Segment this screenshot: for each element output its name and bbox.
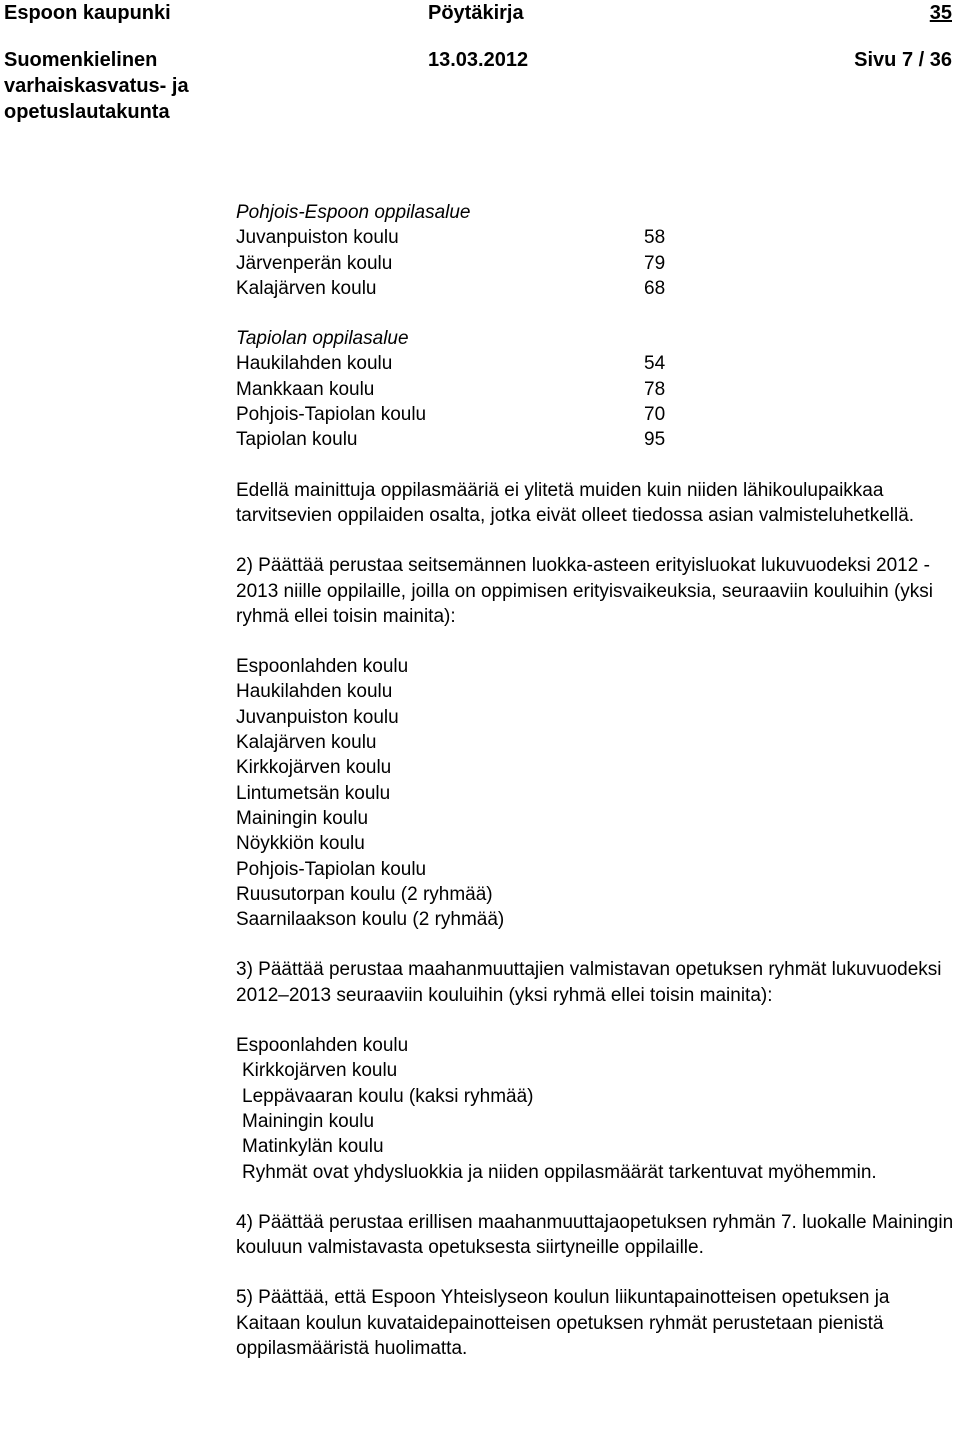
decision-3-school-list <box>236 1033 956 1185</box>
header-page-number: Sivu 7 / 36 <box>854 49 952 71</box>
student-count: 79 <box>644 252 666 274</box>
decision-3-text: 3) Päättää perustaa maahanmuuttajien valmistavan opetuksen ryhmät lukuvuodeksi 2012–2013 seuraaviin kouluihin (yksi ryhmä ellei toisin mainita): <box>236 959 942 1006</box>
school-name: Tapiolan koulu <box>236 429 358 451</box>
list-item: Pohjois-Tapiolan koulu <box>236 858 427 880</box>
list-item: Saarnilaakson koulu (2 ryhmää) <box>236 909 505 931</box>
header-committee: Suomenkielinen varhaiskasvatus- ja opetuslautakunta <box>4 49 189 123</box>
table-row <box>236 225 956 250</box>
list-item: Mainingin koulu <box>242 1110 375 1132</box>
school-name: Haukilahden koulu <box>236 353 393 375</box>
table-row <box>236 377 956 402</box>
area-tapiola <box>236 326 956 452</box>
list-item: Kirkkojärven koulu <box>236 757 392 779</box>
list-item: Juvanpuiston koulu <box>236 706 399 728</box>
list-item: Haukilahden koulu <box>236 681 393 703</box>
school-name: Juvanpuiston koulu <box>236 227 399 249</box>
decision-3-note <box>236 1160 956 1185</box>
school-name: Mankkaan koulu <box>236 378 375 400</box>
limit-note: Edellä mainittuja oppilasmääriä ei ylitetä muiden kuin niiden lähikoulupaikkaa tarvitsevien oppilaiden osalta, jotka eivät olleet tiedossa asian valmisteluhetkellä. <box>236 479 915 526</box>
document-body <box>236 200 956 1386</box>
table-row <box>236 427 956 452</box>
header-document-type: Pöytäkirja <box>428 2 524 24</box>
list-item: Lintumetsän koulu <box>236 782 391 804</box>
list-item: Kalajärven koulu <box>236 732 377 754</box>
list-item: Mainingin koulu <box>236 807 369 829</box>
header-document-number: 35 <box>929 2 952 24</box>
student-count: 68 <box>644 277 666 299</box>
table-row <box>236 402 956 427</box>
area-north-espoo <box>236 200 956 301</box>
header-date: 13.03.2012 <box>428 49 529 71</box>
table-row <box>236 251 956 276</box>
list-item: Leppävaaran koulu (kaksi ryhmää) <box>242 1085 534 1107</box>
table-row <box>236 276 956 301</box>
area-title: Pohjois-Espoon oppilasalue <box>236 202 471 223</box>
school-name: Pohjois-Tapiolan koulu <box>236 404 427 426</box>
header-organization: Espoon kaupunki <box>4 2 171 24</box>
student-count: 54 <box>644 353 666 375</box>
decision-5-text: 5) Päättää, että Espoon Yhteislyseon koulun liikuntapainotteisen opetuksen ja Kaitaan koulun kuvataidepainotteisen opetuksen ryhmät perustetaan pienistä oppilasmääristä huolimatta. <box>236 1287 890 1359</box>
school-name: Järvenperän koulu <box>236 252 393 274</box>
student-count: 78 <box>644 378 666 400</box>
list-item: Matinkylän koulu <box>242 1136 384 1158</box>
table-row <box>236 351 956 376</box>
student-count: 70 <box>644 404 666 426</box>
decision-3-note-text: Ryhmät ovat yhdysluokkia ja niiden oppilasmäärät tarkentuvat myöhemmin. <box>242 1161 877 1183</box>
list-item: Espoonlahden koulu <box>236 1035 409 1057</box>
school-name: Kalajärven koulu <box>236 277 377 299</box>
decision-4-text: 4) Päättää perustaa erillisen maahanmuuttajaopetuksen ryhmän 7. luokalle Mainingin kouluun valmistavasta opetuksesta siirtyneille oppilaille. <box>236 1211 954 1259</box>
list-item: Ruusutorpan koulu (2 ryhmää) <box>236 883 493 905</box>
area-title: Tapiolan oppilasalue <box>236 328 409 350</box>
list-item: Nöykkiön koulu <box>236 833 365 855</box>
decision-2-school-list <box>236 654 956 932</box>
student-count: 95 <box>644 429 666 451</box>
list-item: Kirkkojärven koulu <box>242 1060 398 1082</box>
decision-2-text: 2) Päättää perustaa seitsemännen luokka-asteen erityisluokat lukuvuodeksi 2012 - 2013 niille oppilaille, joilla on oppimisen erityisvaikeuksia, seuraaviin kouluihin (yksi ryhmä ellei toisin mainita): <box>236 555 934 627</box>
student-count: 58 <box>644 227 666 249</box>
list-item: Espoonlahden koulu <box>236 656 409 678</box>
